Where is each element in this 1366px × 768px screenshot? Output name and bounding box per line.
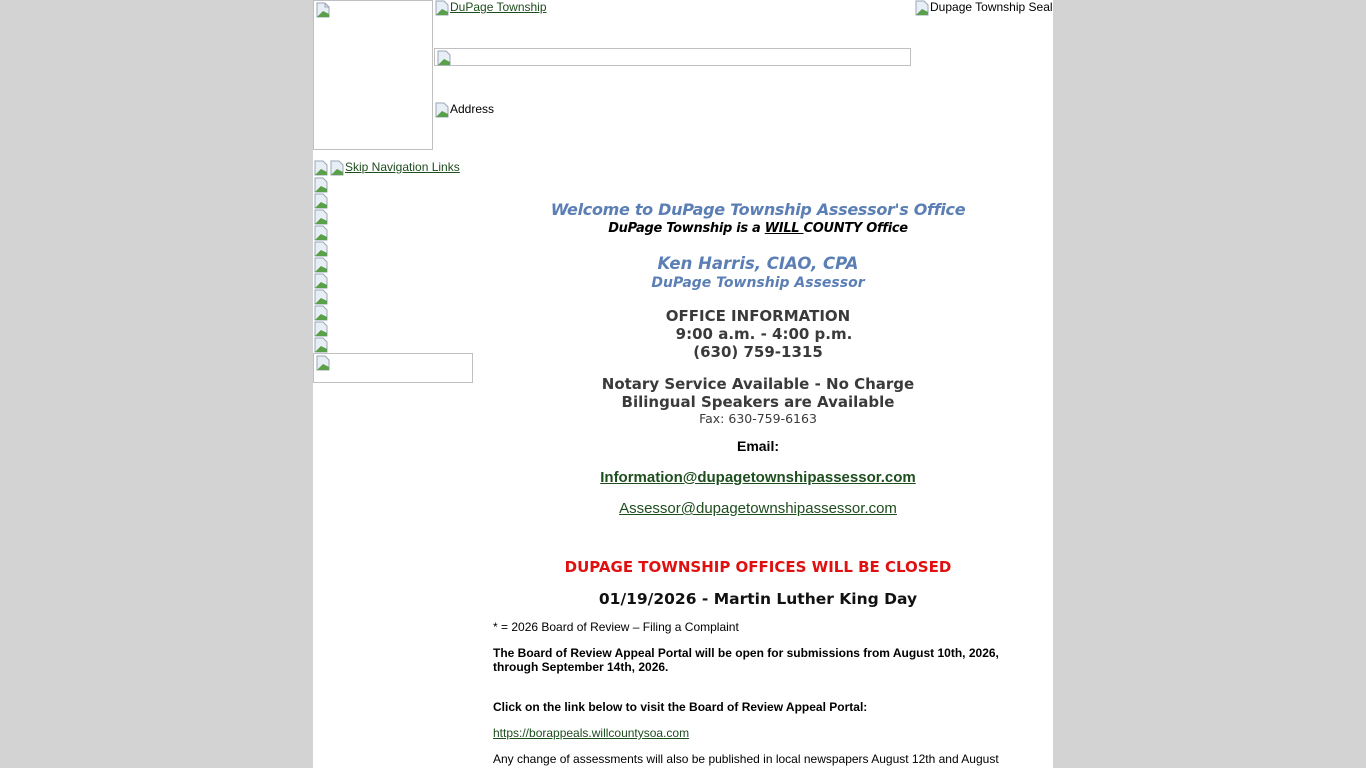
county-notice-emphasis: WILL xyxy=(764,221,804,236)
information-email-link[interactable]: Information@dupagetownshipassessor.com xyxy=(600,469,916,486)
township-home-link-text[interactable]: DuPage Township xyxy=(450,0,547,14)
township-seal-image xyxy=(914,0,1053,16)
notary-service: Notary Service Available - No Charge xyxy=(601,375,915,393)
skip-navigation-link[interactable]: Skip Navigation Links xyxy=(345,160,460,174)
sidebar-footer-image xyxy=(313,353,473,383)
closure-date: 01/19/2026 - Martin Luther King Day xyxy=(598,590,918,608)
broken-image-icon xyxy=(315,355,331,371)
county-notice-prefix: DuPage Township is a xyxy=(608,221,765,236)
welcome-heading: Welcome to DuPage Township Assessor's Office xyxy=(550,200,966,219)
nav-item-icon[interactable] xyxy=(313,193,329,209)
county-notice-suffix: COUNTY Office xyxy=(803,221,908,236)
assessor-name: Ken Harris, CIAO, CPA xyxy=(657,254,859,273)
seal-alt-text: Dupage Township Seal xyxy=(930,0,1053,14)
office-info-heading: OFFICE INFORMATION xyxy=(665,307,851,325)
assessor-role: DuPage Township Assessor xyxy=(651,275,865,291)
nav-item-icon[interactable] xyxy=(313,257,329,273)
board-review-portal-link[interactable]: https://borappeals.willcountysoa.com xyxy=(493,726,690,740)
board-review-note: * = 2026 Board of Review – Filing a Complaint xyxy=(493,620,739,634)
page-container xyxy=(313,0,1053,768)
broken-image-icon xyxy=(436,50,452,66)
office-hours: 9:00 a.m. - 4:00 p.m. xyxy=(675,325,853,343)
broken-image-icon xyxy=(313,160,329,176)
address-image xyxy=(434,102,494,118)
office-phone: (630) 759-1315 xyxy=(693,343,823,361)
broken-image-icon xyxy=(434,102,450,118)
broken-image-icon xyxy=(329,160,345,176)
skip-navigation[interactable] xyxy=(313,160,460,176)
nav-item-icon[interactable] xyxy=(313,289,329,305)
fax-number: Fax: 630-759-6163 xyxy=(699,411,817,426)
broken-image-icon xyxy=(315,2,331,18)
nav-item-icon[interactable] xyxy=(313,321,329,337)
nav-item-icon[interactable] xyxy=(313,225,329,241)
nav-item-icon[interactable] xyxy=(313,305,329,321)
assessor-email-link[interactable]: Assessor@dupagetownshipassessor.com xyxy=(619,500,897,517)
nav-item-icon[interactable] xyxy=(313,337,329,353)
township-home-link[interactable] xyxy=(434,0,547,16)
broken-image-icon xyxy=(434,0,450,16)
nav-item-icon[interactable] xyxy=(313,241,329,257)
bilingual-service: Bilingual Speakers are Available xyxy=(621,393,895,411)
portal-click-instruction: Click on the link below to visit the Board of Review Appeal Portal: xyxy=(493,700,868,714)
closure-notice: DUPAGE TOWNSHIP OFFICES WILL BE CLOSED xyxy=(564,558,952,576)
banner-image xyxy=(434,48,911,66)
portal-open-dates: The Board of Review Appeal Portal will be open for submissions from August 10th, 2026, through September 14th, 2026. xyxy=(493,646,999,674)
county-notice xyxy=(493,220,1023,238)
email-label: Email: xyxy=(736,438,779,454)
nav-item-icon[interactable] xyxy=(313,177,329,193)
broken-image-icon xyxy=(914,0,930,16)
nav-item-icon[interactable] xyxy=(313,209,329,225)
assessment-publish-notice: Any change of assessments will also be published in local newspapers August 12th and August xyxy=(493,752,999,766)
sidebar-nav xyxy=(313,177,333,353)
address-alt-text: Address xyxy=(450,102,495,116)
main-content xyxy=(493,200,1023,608)
logo-image xyxy=(313,0,433,150)
nav-item-icon[interactable] xyxy=(313,273,329,289)
